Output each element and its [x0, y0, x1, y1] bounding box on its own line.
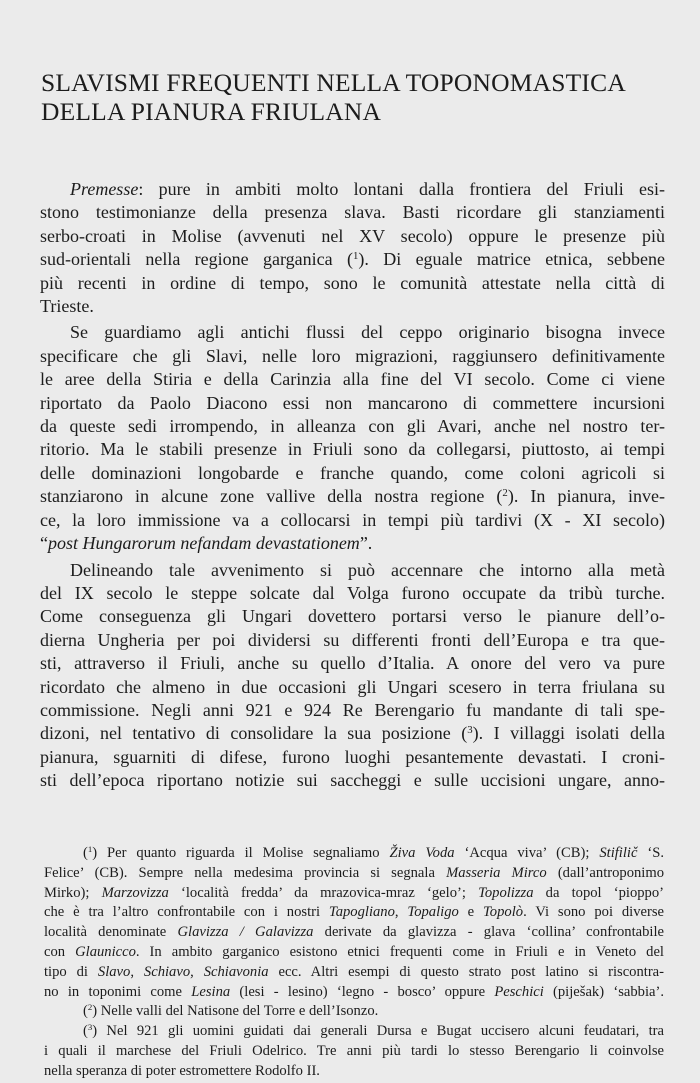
footnote-line: no in toponimi come Lesina (lesi - lesino) ‘legno - bosco’ oppure Peschici (piješak) ‘sabbia’. [44, 983, 664, 1000]
body-text-line: commissione. Negli anni 921 e 924 Re Berengario fu mandante di tali spe- [40, 699, 665, 720]
chapter-title-line-2: DELLA PIANURA FRIULANA [41, 97, 382, 126]
chapter-title-line-1: SLAVISMI FREQUENTI NELLA TOPONOMASTICA [41, 68, 626, 97]
footnote-line: nella speranza di poter estromettere Rodolfo II. [44, 1062, 320, 1079]
body-text [40, 178, 665, 793]
body-text-line: sud-orientali nella regione garganica ($^1$). Di eguale matrice etnica, sebbene [40, 249, 665, 270]
body-text-line: dizoni, nel tentativo di consolidare la sua posizione ($^3$). I villaggi isolati della [40, 723, 665, 744]
body-text-line: serbo-croati in Molise (avvenuti nel XV secolo) oppure le presenze più [40, 225, 665, 246]
body-text-line: pianura, sguarniti di difese, furono luoghi pesantemente devastati. I croni- [40, 746, 665, 767]
body-text-line: Se guardiamo agli antichi flussi del ceppo originario bisogna invece [70, 322, 665, 343]
footnotes [44, 844, 664, 1082]
footnote-line: località denominate Glavizza / Galavizza derivate da glavizza - glava ‘collina’ confrontabile [44, 924, 664, 941]
body-text-line: Come conseguenza gli Ungari dovettero portarsi verso le pianure dell’o- [40, 606, 665, 627]
body-text-line: Delineando tale avvenimento si può accennare che intorno alla metà [70, 559, 665, 580]
body-text-line: dierna Ungheria per poi dividersi su differenti fronti dell’Europa e tra que- [40, 629, 665, 650]
body-text-line: ricordato che almeno in due occasioni gli Ungari scesero in terra friulana su [40, 676, 665, 697]
body-text-line: “post Hungarorum nefandam devastationem”. [40, 533, 373, 554]
footnote-line: Felice’ (CB). Sempre nella medesima provincia si segnala Masseria Mirco (dall’antroponimo [44, 864, 665, 881]
footnote-line: ($^3$) Nel 921 gli uomini guidati dai generali Dursa e Bugat uccisero alcuni feudatari, tra [83, 1022, 664, 1040]
body-text-line: sti dell’epoca riportano notizie sui saccheggi e sulle uccisioni ungare, anno- [40, 770, 665, 791]
body-text-line: stanziarono in alcune zone vallive della nostra regione ($^2$). In pianura, inve- [40, 486, 665, 507]
footnote-line: Mirko); Marzovizza ‘località fredda’ da mrazovica-mraz ‘gelo’; Topolizza da topol ‘pioppo’ [44, 884, 664, 901]
body-text-line: stono testimonianze della presenza slava. Basti ricordare gli stanziamenti [40, 202, 665, 223]
body-text-line: ce, la loro immissione va a collocarsi in tempi più tardivi (X - XI secolo) [40, 509, 665, 530]
body-text-line: specificare che gli Slavi, nelle loro migrazioni, raggiunsero definitivamente [40, 345, 665, 366]
body-text-line: più recenti in ordine di tempo, sono le comunità attestate nella città di [40, 272, 665, 293]
footnote-line: tipo di Slavo, Schiavo, Schiavonia ecc. Altri esempi di questo strato post latino si riscontra- [44, 963, 665, 980]
footnote-line: ($^1$) Per quanto riguarda il Molise segnaliamo Živa Voda ‘Acqua viva’ (CB); Stifilič ‘S. [83, 844, 665, 861]
chapter-title [41, 68, 661, 126]
body-text-line: delle dominazioni longobarde e franche quando, come coloni agricoli si [40, 462, 665, 483]
body-text-line: ritorio. Ma le stabili presenze in Friuli sono da collegarsi, piuttosto, ai tempi [40, 439, 665, 460]
body-text-line: le aree della Stiria e della Carinzia alla fine del VI secolo. Come ci viene [40, 369, 665, 390]
footnote-line: ($^2$) Nelle valli del Natisone del Torre e dell’Isonzo. [83, 1002, 379, 1020]
footnote-line: i quali il marchese del Friuli Odelrico. Tre anni più tardi lo stesso Berengario li coinvolse [44, 1042, 664, 1059]
body-text-line: del IX secolo le steppe solcate dal Volga furono occupate da tribù turche. [40, 582, 665, 603]
body-text-line: sti, attraverso il Friuli, anche su quello d’Italia. A onore del vero va pure [40, 653, 665, 674]
body-text-line: Trieste. [40, 296, 94, 317]
footnote-line: che è tra l’altro confrontabile con i nostri Tapogliano, Topaligo e Topolò. Vi sono poi diverse [44, 904, 665, 921]
body-text-line: da queste sedi irrompendo, in alleanza con gli Avari, anche nel nostro ter- [40, 416, 665, 437]
body-text-line: Premesse: pure in ambiti molto lontani dalla frontiera del Friuli esi- [70, 179, 665, 199]
body-text-line: riportato da Paolo Diacono essi non mancarono di commettere incursioni [40, 392, 665, 413]
footnote-line: con Glaunicco. In ambito garganico esistono etnici frequenti come in Friuli e in Veneto del [44, 943, 664, 960]
